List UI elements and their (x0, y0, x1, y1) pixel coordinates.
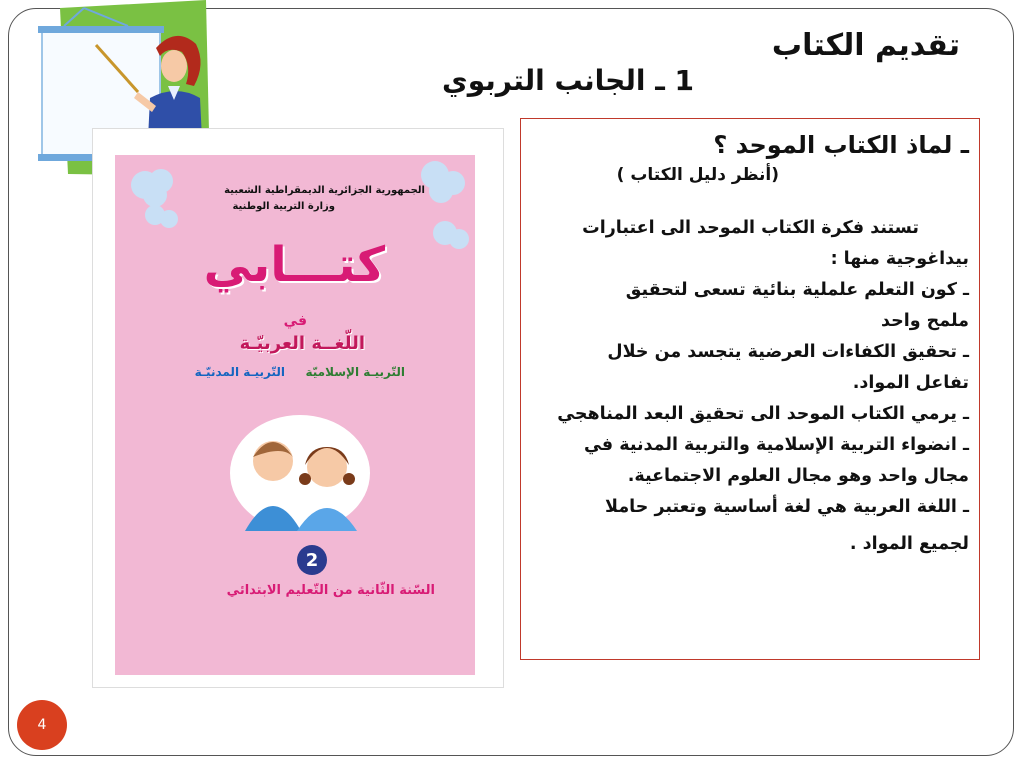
cover-main-title: كتـــابي (203, 237, 385, 293)
slide-subtitle: 1 ـ الجانب التربوي (442, 64, 694, 97)
text-line: لجميع المواد . (849, 534, 969, 554)
text-line: تفاعل المواد. (852, 373, 969, 393)
text-line: ـ اللغة العربية هي لغة أساسية وتعتبر حاملا (605, 497, 969, 517)
page-number: 4 (37, 717, 47, 733)
cover-header-line2: وزارة التربية الوطنية (232, 201, 335, 212)
cover-in-word: في (283, 313, 307, 329)
text-heading: ـ لماذ الكتاب الموحد ؟ (713, 131, 969, 159)
cover-header-line1: الجمهورية الجزائرية الديمقراطية الشعبية (224, 185, 425, 196)
cover-volume-badge (297, 545, 327, 575)
text-line: ملمح واحد (880, 311, 969, 331)
cover-subject-civic: التّربيـة المدنيّـة (194, 365, 285, 379)
text-line: بيداغوجية منها : (830, 249, 969, 269)
book-cover-page (115, 155, 475, 675)
text-line: مجال واحد وهو مجال العلوم الاجتماعية. (627, 466, 969, 486)
book-cover (92, 128, 504, 688)
page-number-badge (17, 700, 67, 750)
cover-volume-number: 2 (305, 549, 319, 571)
text-line: تستند فكرة الكتاب الموحد الى اعتبارات (582, 218, 919, 238)
children-illustration (225, 413, 375, 533)
cover-subject-arabic: اللّغــة العربيّـة (239, 333, 365, 354)
cover-subject-islamic: التّربيـة الإسلاميّة (305, 365, 405, 379)
text-reference: (أنظر دليل الكتاب ) (616, 165, 779, 185)
text-line: ـ يرمي الكتاب الموحد الى تحقيق البعد المناهجي (557, 404, 969, 424)
text-line: ـ كون التعلم علملية بنائية تسعى لتحقيق (625, 280, 969, 300)
cover-grade: السّنة الثّانية من التّعليم الابتدائي (226, 583, 435, 598)
slide-title: تقديم الكتاب (771, 28, 960, 63)
text-line: ـ انضواء التربية الإسلامية والتربية المدنية في (583, 435, 969, 455)
text-line: ـ تحقيق الكفاءات العرضية يتجسد من خلال (607, 342, 969, 362)
text-box (520, 118, 980, 660)
